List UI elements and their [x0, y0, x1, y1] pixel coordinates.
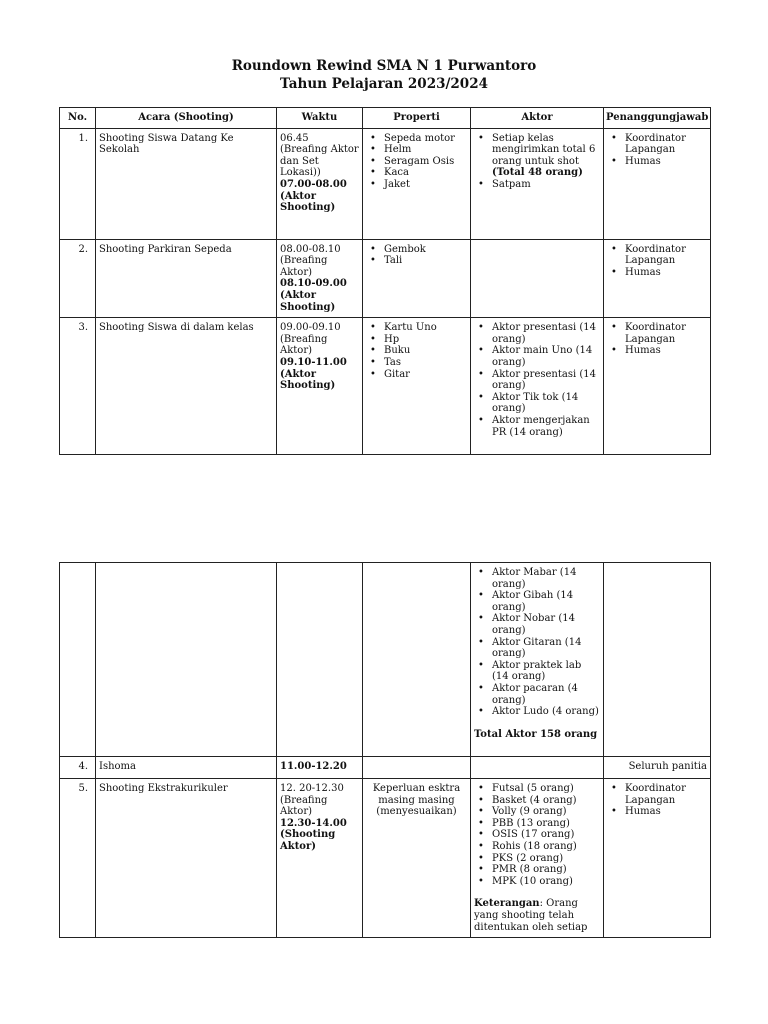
list-item: • Basket (4 orang) [492, 795, 600, 807]
keterangan-label: Keterangan [474, 898, 540, 910]
row-waktu [277, 757, 363, 779]
list-item: • Futsal (5 orang) [492, 783, 600, 795]
aktor-total: (Total 48 orang) [492, 167, 583, 179]
list-item: • Hp [384, 334, 467, 346]
table-row [60, 563, 711, 757]
row-number: 1. [60, 128, 96, 239]
list-item: • Aktor main Uno (14 orang) [492, 345, 600, 368]
row-number: 3. [60, 318, 96, 455]
list-item: • Gitar [384, 369, 467, 381]
list-item: • Aktor Mabar (14 orang) [492, 567, 600, 590]
row-waktu [277, 779, 363, 938]
row-properti: Keperluan esktra masing masing (menyesuaikan) [363, 779, 471, 938]
list-item: • Rohis (18 orang) [492, 841, 600, 853]
row-number: 5. [60, 779, 96, 938]
list-item: • Aktor presentasi (14 orang) [492, 322, 600, 345]
list-item: • MPK (10 orang) [492, 876, 600, 888]
header-penanggungjawab: Penanggungjawab [604, 108, 711, 129]
list-item: • Aktor mengerjakan PR (14 orang) [492, 415, 600, 438]
table-header-row [60, 108, 711, 129]
row-properti [363, 239, 471, 318]
list-item: • Humas [625, 345, 707, 357]
list-item: • Satpam [492, 179, 600, 191]
waktu-shooting: 11.00-12.20 [280, 761, 347, 772]
row-aktor [471, 128, 604, 239]
list-item: • Helm [384, 144, 467, 156]
list-item: • Koordinator Lapangan [625, 783, 707, 806]
row-penanggungjawab [604, 128, 711, 239]
waktu-shooting: 09.10-11.00 (Aktor Shooting) [280, 356, 347, 392]
list-item: • Humas [625, 156, 707, 168]
list-item: • Aktor Gibah (14 orang) [492, 590, 600, 613]
list-item: • Gembok [384, 244, 467, 256]
list-item: • Aktor presentasi (14 orang) [492, 369, 600, 392]
table-row [60, 318, 711, 455]
waktu-breafing: 12. 20-12.30 (Breafing Aktor) [280, 783, 344, 818]
keterangan [474, 898, 587, 932]
row-aktor [471, 318, 604, 455]
aktor-text: Setiap kelas mengirimkan total 6 orang untuk shot [492, 132, 596, 167]
row-acara: Shooting Parkiran Sepeda [96, 239, 277, 318]
list-item: • OSIS (17 orang) [492, 829, 600, 841]
table-row [60, 239, 711, 318]
list-item: • PBB (13 orang) [492, 818, 600, 830]
row-penanggungjawab [604, 779, 711, 938]
row-penanggungjawab [604, 318, 711, 455]
list-item: • Kartu Uno [384, 322, 467, 334]
table-row [60, 779, 711, 938]
header-acara: Acara (Shooting) [96, 108, 277, 129]
rundown-table [59, 107, 711, 455]
list-item: • Koordinator Lapangan [625, 322, 707, 345]
list-item: • Seragam Osis [384, 156, 467, 168]
list-item: • Tali [384, 255, 467, 267]
list-item: • Koordinator Lapangan [625, 133, 707, 156]
row-acara: Shooting Ekstrakurikuler [96, 779, 277, 938]
list-item: • Sepeda motor [384, 133, 467, 145]
row-properti [363, 128, 471, 239]
list-item: • PKS (2 orang) [492, 853, 600, 865]
list-item: • Koordinator Lapangan [625, 244, 707, 267]
list-item: • Kaca [384, 167, 467, 179]
header-no: No. [60, 108, 96, 129]
waktu-shooting: 08.10-09.00 (Aktor Shooting) [280, 278, 347, 313]
row-aktor [471, 563, 604, 757]
row-acara: Shooting Siswa di dalam kelas [96, 318, 277, 455]
list-item: • Buku [384, 345, 467, 357]
list-item [492, 133, 600, 179]
header-waktu: Waktu [277, 108, 363, 129]
row-number: 4. [60, 757, 96, 779]
waktu-shooting: 07.00-08.00 (Aktor Shooting) [280, 178, 347, 214]
waktu-breafing: 09.00-09.10 (Breafing Aktor) [280, 322, 341, 357]
list-item: • Aktor pacaran (4 orang) [492, 683, 600, 706]
waktu-breafing: 08.00-08.10 (Breafing Aktor) [280, 243, 341, 278]
document-subtitle: Tahun Pelajaran 2023/2024 [280, 76, 488, 92]
row-waktu [277, 128, 363, 239]
row-properti [363, 318, 471, 455]
list-item: • Jaket [384, 179, 467, 191]
list-item: • PMR (8 orang) [492, 864, 600, 876]
waktu-breafing: 06.45 (Breafing Aktor dan Set Lokasi)) [280, 132, 359, 179]
keterangan-text: : Orang yang shooting telah ditentukan oleh setiap [474, 898, 588, 933]
list-item: • Aktor Ludo (4 orang) [492, 706, 600, 718]
row-penanggungjawab [604, 239, 711, 318]
header-properti: Properti [363, 108, 471, 129]
document-title: Roundown Rewind SMA N 1 Purwantoro [231, 58, 537, 74]
row-number: 2. [60, 239, 96, 318]
row-acara: Ishoma [96, 757, 277, 779]
list-item: • Tas [384, 357, 467, 369]
table-row [60, 757, 711, 779]
row-waktu [277, 318, 363, 455]
row-aktor [471, 239, 604, 318]
list-item: • Aktor Gitaran (14 orang) [492, 637, 600, 660]
list-item: • Humas [625, 267, 707, 279]
row-waktu [277, 239, 363, 318]
list-item: • Volly (9 orang) [492, 806, 600, 818]
list-item: • Aktor Tik tok (14 orang) [492, 392, 600, 415]
list-item: • Humas [625, 806, 707, 818]
total-aktor: Total Aktor 158 orang [474, 728, 598, 740]
row-penanggungjawab: Seluruh panitia [604, 757, 711, 779]
list-item: • Aktor praktek lab (14 orang) [492, 660, 600, 683]
list-item: • Aktor Nobar (14 orang) [492, 613, 600, 636]
row-acara: Shooting Siswa Datang Ke Sekolah [96, 128, 277, 239]
waktu-shooting: 12.30-14.00 (Shooting Aktor) [280, 817, 347, 852]
row-aktor [471, 779, 604, 938]
table-row [60, 128, 711, 239]
rundown-table-continued [59, 562, 711, 938]
header-aktor: Aktor [471, 108, 604, 129]
